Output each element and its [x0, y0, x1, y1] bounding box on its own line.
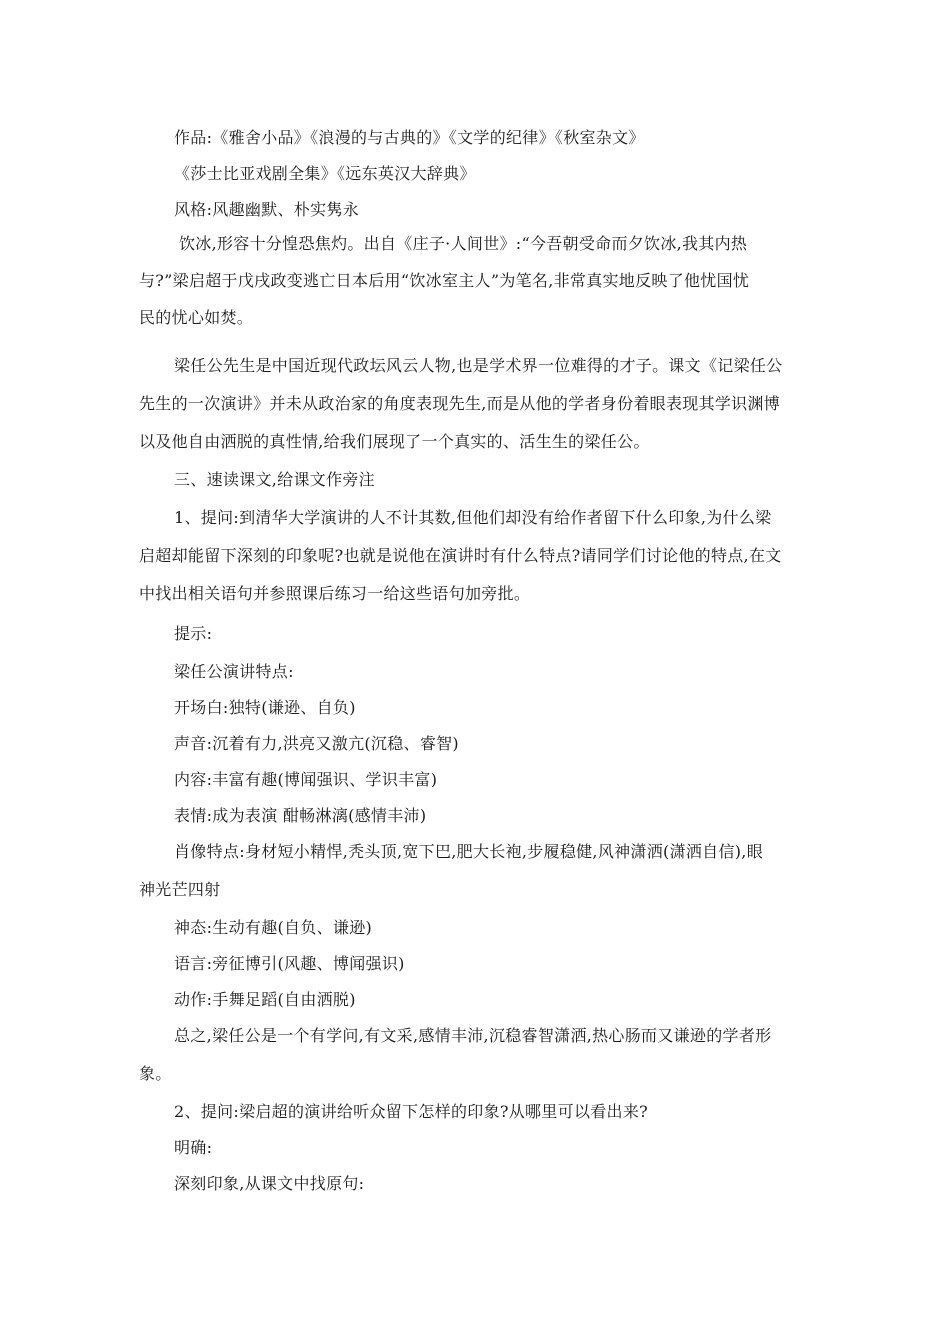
section-heading-3: 三、速读课文,给课文作旁注 — [174, 470, 375, 489]
feature-opening: 开场白:独特(谦逊、自负) — [174, 698, 356, 717]
question-1-line-2: 启超却能留下深刻的印象呢?也就是说他在演讲时有什么特点?请同学们讨论他的特点,在文 — [139, 546, 782, 565]
feature-portrait-line-1: 肖像特点:身材短小精悍,秃头顶,宽下巴,肥大长袍,步履稳健,风神潇洒(潇洒自信),眼 — [174, 842, 763, 861]
paragraph-intro-line-3: 以及他自由洒脱的真性情,给我们展现了一个真实的、活生生的梁任公。 — [139, 432, 650, 451]
feature-manner: 神态:生动有趣(自负、谦逊) — [174, 918, 373, 937]
paragraph-intro-line-1: 梁任公先生是中国近现代政坛风云人物,也是学术界一位难得的才子。课文《记梁任公 — [174, 356, 783, 375]
answer-line: 深刻印象,从课文中找原句: — [174, 1174, 365, 1193]
summary-line-1: 总之,梁任公是一个有学问,有文采,感情丰沛,沉稳睿智潇洒,热心肠而又谦逊的学者形 — [174, 1026, 772, 1045]
works-line-continued: 《莎士比亚戏剧全集》《远东英汉大辞典》 — [174, 164, 476, 183]
feature-action: 动作:手舞足蹈(自由洒脱) — [174, 990, 356, 1009]
answer-label: 明确: — [174, 1138, 213, 1157]
feature-language: 语言:旁征博引(风趣、博闻强识) — [174, 954, 405, 973]
question-1-line-1: 1、提问:到清华大学演讲的人不计其数,但他们却没有给作者留下什么印象,为什么梁 — [174, 508, 772, 527]
question-1-line-3: 中找出相关语句并参照课后练习一给这些语句加旁批。 — [139, 584, 531, 603]
summary-line-2: 象。 — [139, 1064, 172, 1083]
feature-portrait-line-2: 神光芒四射 — [139, 880, 221, 899]
works-line: 作品:《雅舍小品》《浪漫的与古典的》《文学的纪律》《秋室杂文》 — [174, 128, 645, 147]
feature-voice: 声音:沉着有力,洪亮又激亢(沉稳、睿智) — [174, 734, 459, 753]
hint-label: 提示: — [174, 624, 213, 643]
feature-content: 内容:丰富有趣(博闻强识、学识丰富) — [174, 770, 438, 789]
feature-expression: 表情:成为表演 酣畅淋漓(感情丰沛) — [174, 806, 427, 825]
paragraph-intro-line-2: 先生的一次演讲》并未从政治家的角度表现先生,而是从他的学者身份着眼表现其学识渊博 — [139, 394, 781, 413]
speech-features-heading: 梁任公演讲特点: — [174, 662, 294, 681]
style-line: 风格:风趣幽默、朴实隽永 — [174, 200, 359, 219]
paragraph-yinbing-line-1: 饮冰,形容十分惶恐焦灼。出自《庄子·人间世》:“今吾朝受命而夕饮冰,我其内热 — [179, 234, 748, 253]
question-2: 2、提问:梁启超的演讲给听众留下怎样的印象?从哪里可以看出来? — [174, 1102, 649, 1121]
paragraph-yinbing-line-3: 民的忧心如焚。 — [139, 308, 254, 327]
paragraph-yinbing-line-2: 与?”梁启超于戊戌政变逃亡日本后用“饮冰室主人”为笔名,非常真实地反映了他忧国忧 — [139, 271, 750, 290]
